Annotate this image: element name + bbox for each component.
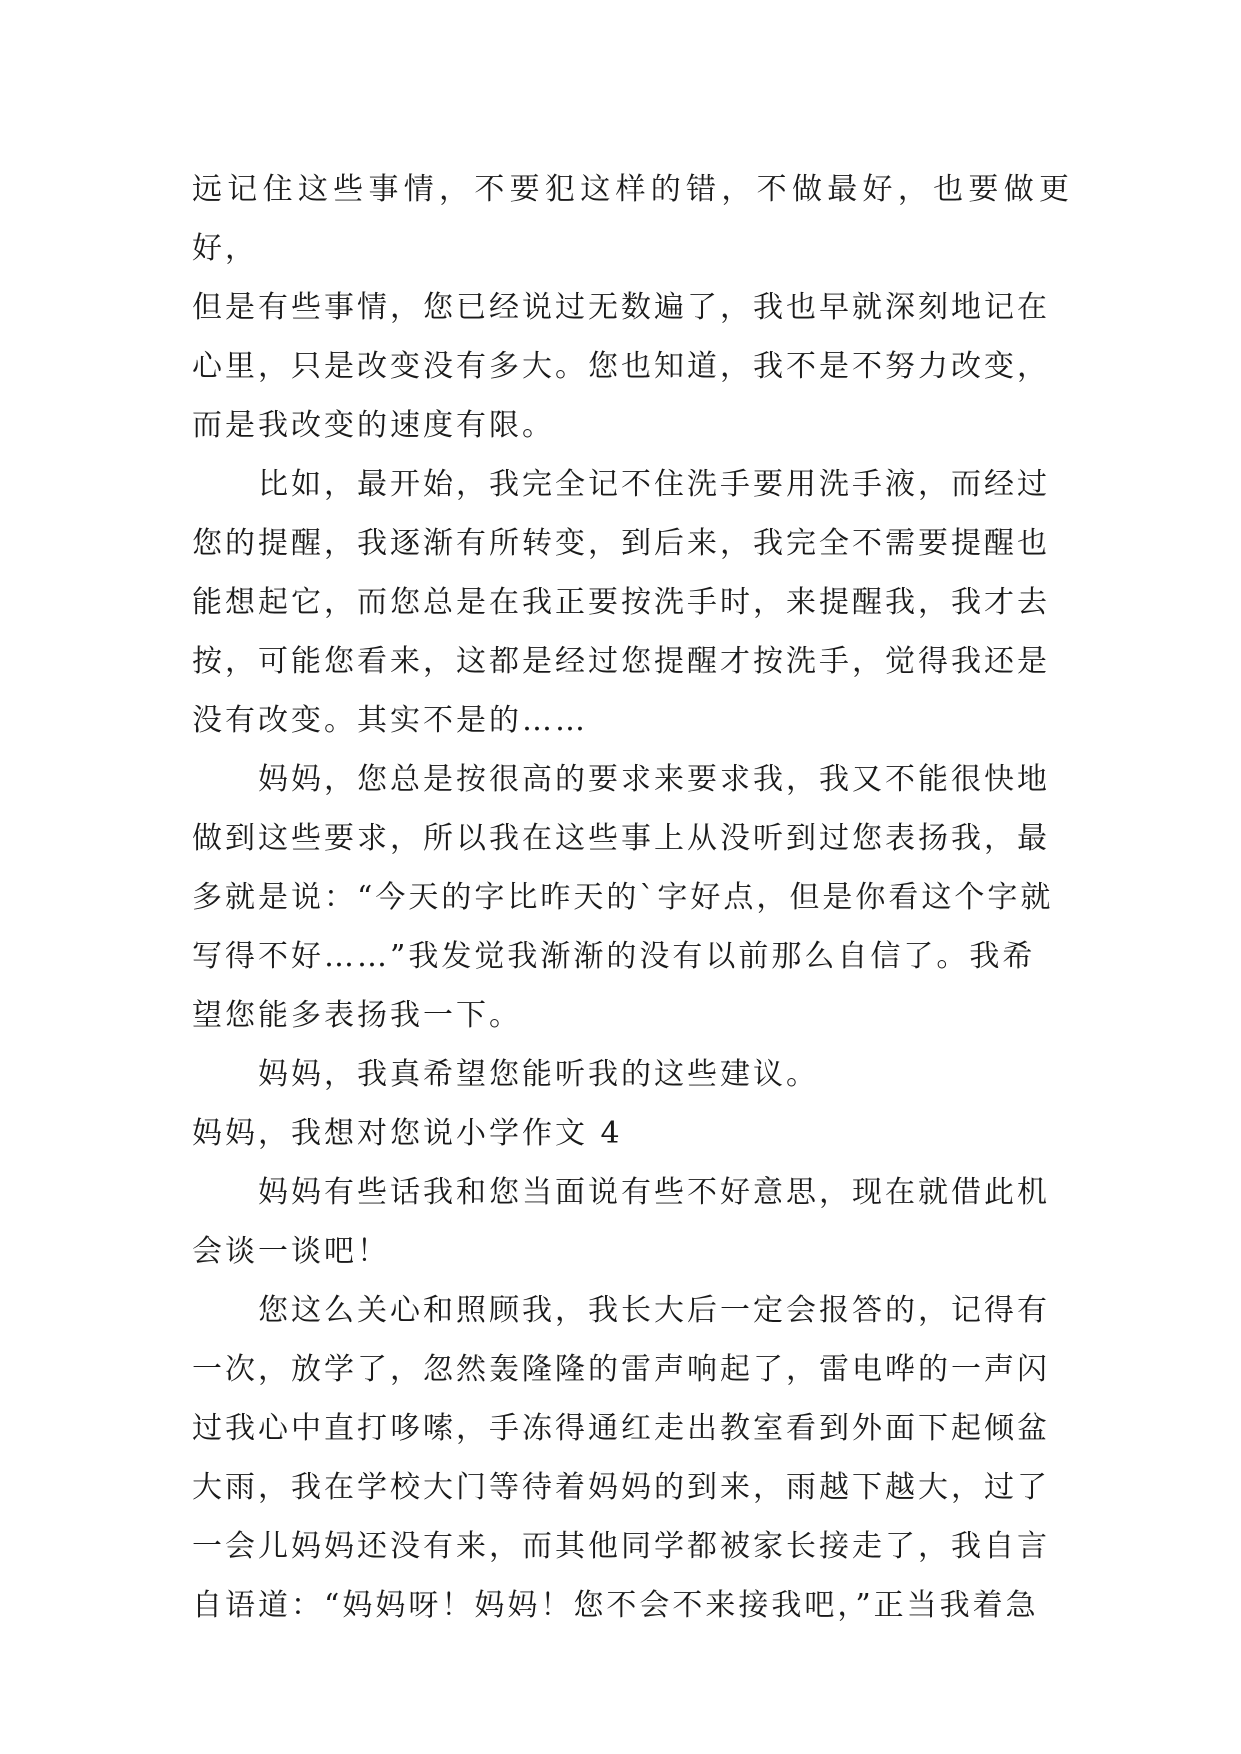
text-line: 会谈一谈吧！ — [192, 1234, 390, 1269]
paragraph-4 — [192, 1045, 1072, 1104]
heading-text: 妈妈，我想对您说小学作文 4 — [192, 1116, 623, 1151]
text-line: 自语道：“妈妈呀！妈妈！您不会不来接我吧，”正当我着急 — [192, 1588, 1039, 1623]
text-line: 没有改变。其实不是的…… — [192, 703, 588, 738]
text-line: 您的提醒，我逐渐有所转变，到后来，我完全不需要提醒也 — [192, 526, 1050, 561]
text-line: 远记住这些事情，不要犯这样的错，不做最好，也要做更好， — [192, 172, 1072, 266]
text-line: 妈妈有些话我和您当面说有些不好意思，现在就借此机 — [258, 1175, 1050, 1210]
text-line: 比如，最开始，我完全记不住洗手要用洗手液，而经过 — [258, 467, 1050, 502]
document-body — [192, 160, 1072, 1635]
text-line: 妈妈，我真希望您能听我的这些建议。 — [258, 1057, 819, 1092]
text-line: 做到这些要求，所以我在这些事上从没听到过您表扬我，最 — [192, 821, 1050, 856]
text-line: 能想起它，而您总是在我正要按洗手时，来提醒我，我才去 — [192, 585, 1050, 620]
paragraph-5 — [192, 1163, 1072, 1281]
text-line: 妈妈，您总是按很高的要求来要求我，我又不能很快地 — [258, 762, 1050, 797]
text-line: 望您能多表扬我一下。 — [192, 998, 522, 1033]
text-line: 而是我改变的速度有限。 — [192, 408, 555, 443]
text-line: 一次，放学了，忽然轰隆隆的雷声响起了，雷电哗的一声闪 — [192, 1352, 1050, 1387]
text-line: 多就是说：“今天的字比昨天的`字好点，但是你看这个字就 — [192, 880, 1054, 915]
section-heading — [192, 1104, 1072, 1163]
text-line: 您这么关心和照顾我，我长大后一定会报答的，记得有 — [258, 1293, 1050, 1328]
paragraph-2 — [192, 455, 1072, 750]
text-line: 但是有些事情，您已经说过无数遍了，我也早就深刻地记在 — [192, 290, 1050, 325]
text-line: 过我心中直打哆嗦，手冻得通红走出教室看到外面下起倾盆 — [192, 1411, 1050, 1446]
text-line: 一会儿妈妈还没有来，而其他同学都被家长接走了，我自言 — [192, 1529, 1050, 1564]
paragraph-1 — [192, 160, 1072, 455]
paragraph-6 — [192, 1281, 1072, 1635]
text-line: 写得不好……”我发觉我渐渐的没有以前那么自信了。我希 — [192, 939, 1036, 974]
text-line: 按，可能您看来，这都是经过您提醒才按洗手，觉得我还是 — [192, 644, 1050, 679]
text-line: 大雨，我在学校大门等待着妈妈的到来，雨越下越大，过了 — [192, 1470, 1050, 1505]
paragraph-3 — [192, 750, 1072, 1045]
text-line: 心里，只是改变没有多大。您也知道，我不是不努力改变， — [192, 349, 1050, 384]
